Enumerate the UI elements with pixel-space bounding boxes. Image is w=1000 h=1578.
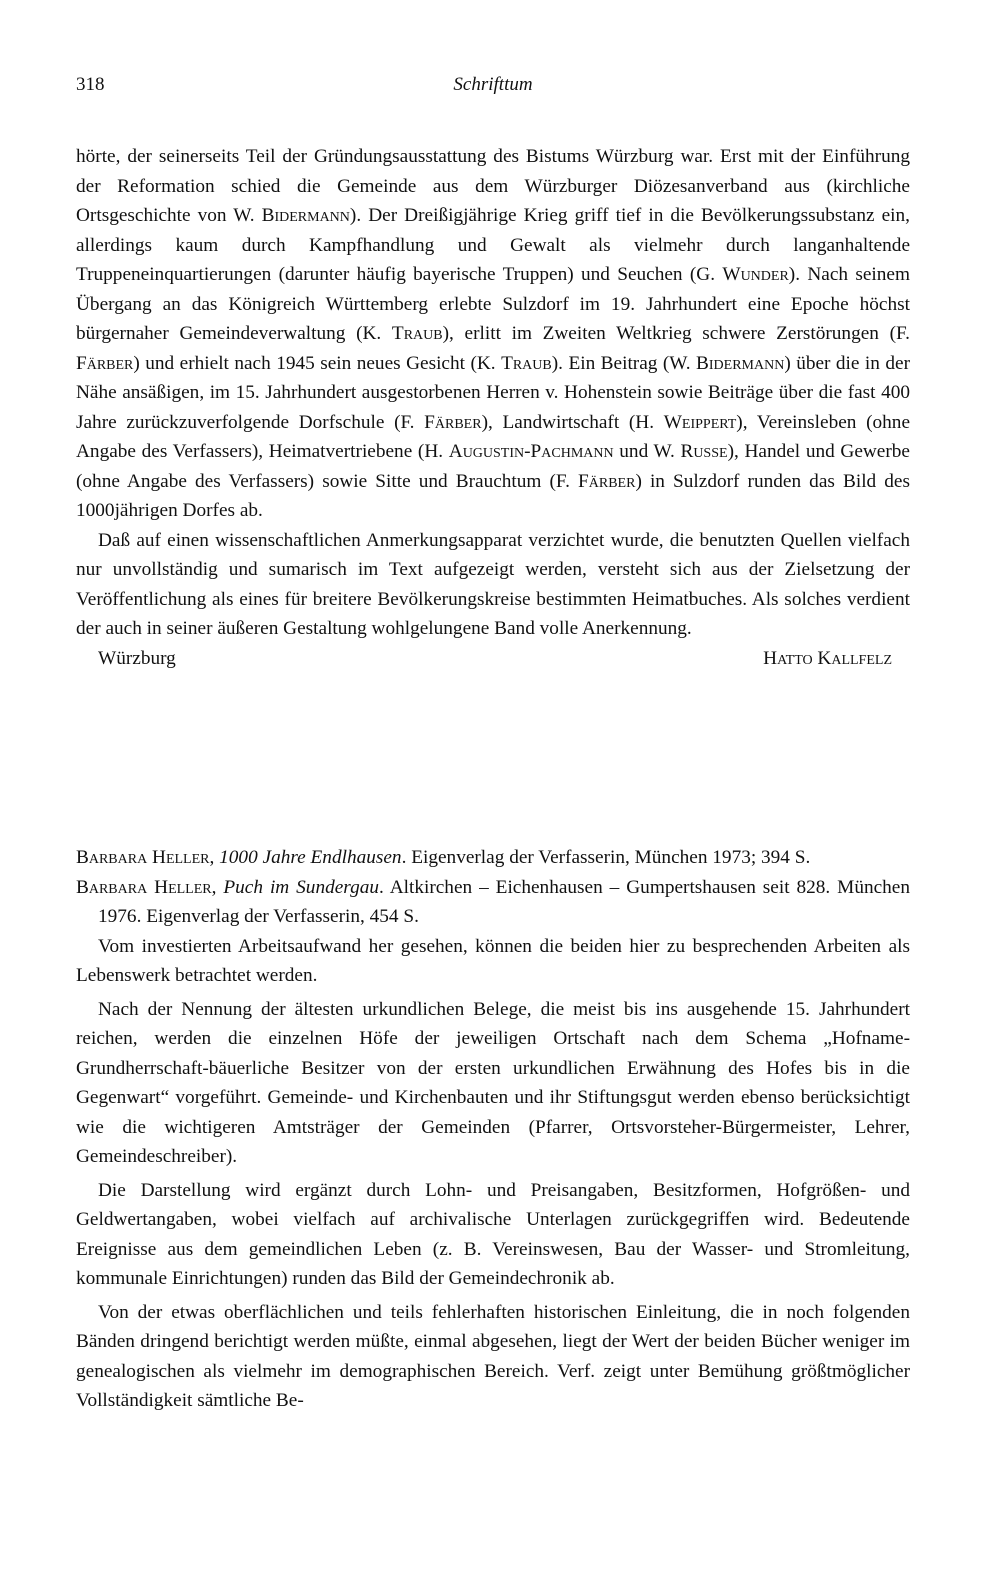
review2-paragraph-2: Nach der Nennung der ältesten urkundlichen Belege, die meist bis ins ausgehende 15. Jahrhundert reichen, werden die einzelnen Höfe der jeweiligen Ortschaft nach dem Schema „Hofname-Grundherrschaft-bäuerliche Besitzer von der ersten urkundlichen Erwähnung des Hofes bis in die Gegenwart“ vorgeführt. Gemeinde- und Kirchenbauten und ihr Stiftungsgut werden ebenso berücksichtigt wie die wichtigeren Amtsträger der Gemeinden (Pfarrer, Ortsvorsteher-Bürgermeister, Lehrer, Gemeindeschreiber).	[76, 998, 910, 1167]
bibliographic-entry-1: Barbara Heller, 1000 Jahre Endlhausen. Eigenverlag der Verfasserin, München 1973; 394 S.	[76, 847, 811, 868]
review-signature	[76, 644, 910, 674]
author-name: Bidermann	[696, 352, 785, 374]
review2-paragraph-4: Von der etwas oberflächlichen und teils fehlerhaften historischen Einleitung, die in noch folgenden Bänden dringend berichtigt werden müßte, einmal abgesehen, liegt der Wert der beiden Bücher weniger im genealogischen als vielmehr im demographischen Bereich. Verf. zeigt unter Bemühung größtmöglicher Vollständigkeit sämtliche Be-	[76, 1301, 910, 1411]
author-name: Traub	[391, 323, 443, 344]
author-name: Russe	[680, 441, 728, 462]
running-title: Schrifttum	[453, 74, 533, 95]
author-name: Bidermann	[261, 205, 350, 226]
book-author: Barbara Heller	[76, 876, 212, 898]
author-name: Färber	[578, 470, 636, 492]
page-number: 318	[76, 74, 105, 95]
review2-paragraph-1: Vom investierten Arbeitsaufwand her gesehen, können die beiden hier zu besprechenden Arbeiten als Lebenswerk betrachtet werden.	[76, 935, 910, 986]
author-name: Augustin-Pachmann	[448, 441, 614, 462]
author-name: Weippert	[663, 411, 737, 433]
author-name: Traub	[501, 352, 552, 374]
page-header	[76, 74, 910, 108]
author-name: Färber	[76, 352, 134, 374]
signature-place: Würzburg	[98, 647, 176, 669]
author-name: Färber	[424, 411, 482, 433]
book-title: Puch im Sundergau	[223, 876, 379, 898]
book-author: Barbara Heller	[76, 847, 210, 868]
review-heller	[76, 843, 910, 1416]
review1-paragraph-1: hörte, der seinerseits Teil der Gründungsausstattung des Bistums Würzburg war. Erst mit der Einführung der Reformation schied die Gemeinde aus dem Würzburger Diözesanverband aus (kirchliche Ortsgeschichte von W. Bidermann). Der Dreißigjährige Krieg griff tief in die Bevölkerungssubstanz ein, allerdings kaum durch Kampfhandlung und Gewalt als vielmehr durch langanhaltende Truppeneinquartierungen (darunter häufig bayerische Truppen) und Seuchen (G. Wunder). Nach seinem Übergang an das Königreich Württemberg erlebte Sulzdorf im 19. Jahrhundert eine Epoche höchst bürgernaher Gemeindeverwaltung (K. Traub), erlitt im Zweiten Weltkrieg schwere Zerstörungen (F. Färber) und erhielt nach 1945 sein neues Gesicht (K. Traub). Ein Beitrag (W. Bidermann) über die in der Nähe ansäßigen, im 15. Jahrhundert ausgestorbenen Herren v. Hohenstein sowie Beiträge über die fast 400 Jahre zurückzuverfolgende Dorfschule (F. Färber), Landwirtschaft (H. Weippert), Vereinsleben (ohne Angabe des Verfassers), Heimatvertriebene (H. Augustin-Pachmann und W. Russe), Handel und Gewerbe (ohne Angabe des Verfassers) sowie Sitte und Brauchtum (F. Färber) in Sulzdorf runden das Bild des 1000jährigen Dorfes ab.	[76, 146, 910, 521]
review1-paragraph-2: Daß auf einen wissenschaftlichen Anmerkungsapparat verzichtet wurde, die benutzten Quellen vielfach nur unvollständig und sumarisch im Text aufgezeigt werden, versteht sich aus der Zielsetzung der Veröffentlichung als eines für breitere Bevölkerungskreise bestimmten Heimatbuches. Als solches verdient der auch in seiner äußeren Gestaltung wohlgelungene Band volle Anerkennung.	[76, 529, 910, 639]
review2-paragraph-3: Die Darstellung wird ergänzt durch Lohn- und Preisangaben, Besitzformen, Hofgrößen- und Geldwertangaben, wobei vielfach auf archivalische Unterlagen zurückgegriffen wird. Bedeutende Ereignisse aus dem gemeindlichen Leben (z. B. Vereinswesen, Bau der Wasser- und Stromleitung, kommunale Einrichtungen) runden das Bild der Gemeindechronik ab.	[76, 1179, 910, 1289]
bibliographic-entry-2: Barbara Heller, Puch im Sundergau. Altkirchen – Eichenhausen – Gumpertshausen seit 828. München 1976. Eigenverlag der Verfasserin, 454 S.	[76, 876, 910, 927]
signature-reviewer: Hatto Kallfelz	[763, 647, 892, 669]
review-kallfelz	[76, 142, 910, 673]
author-name: Wunder	[722, 264, 789, 285]
book-title: 1000 Jahre Endlhausen	[219, 847, 402, 868]
